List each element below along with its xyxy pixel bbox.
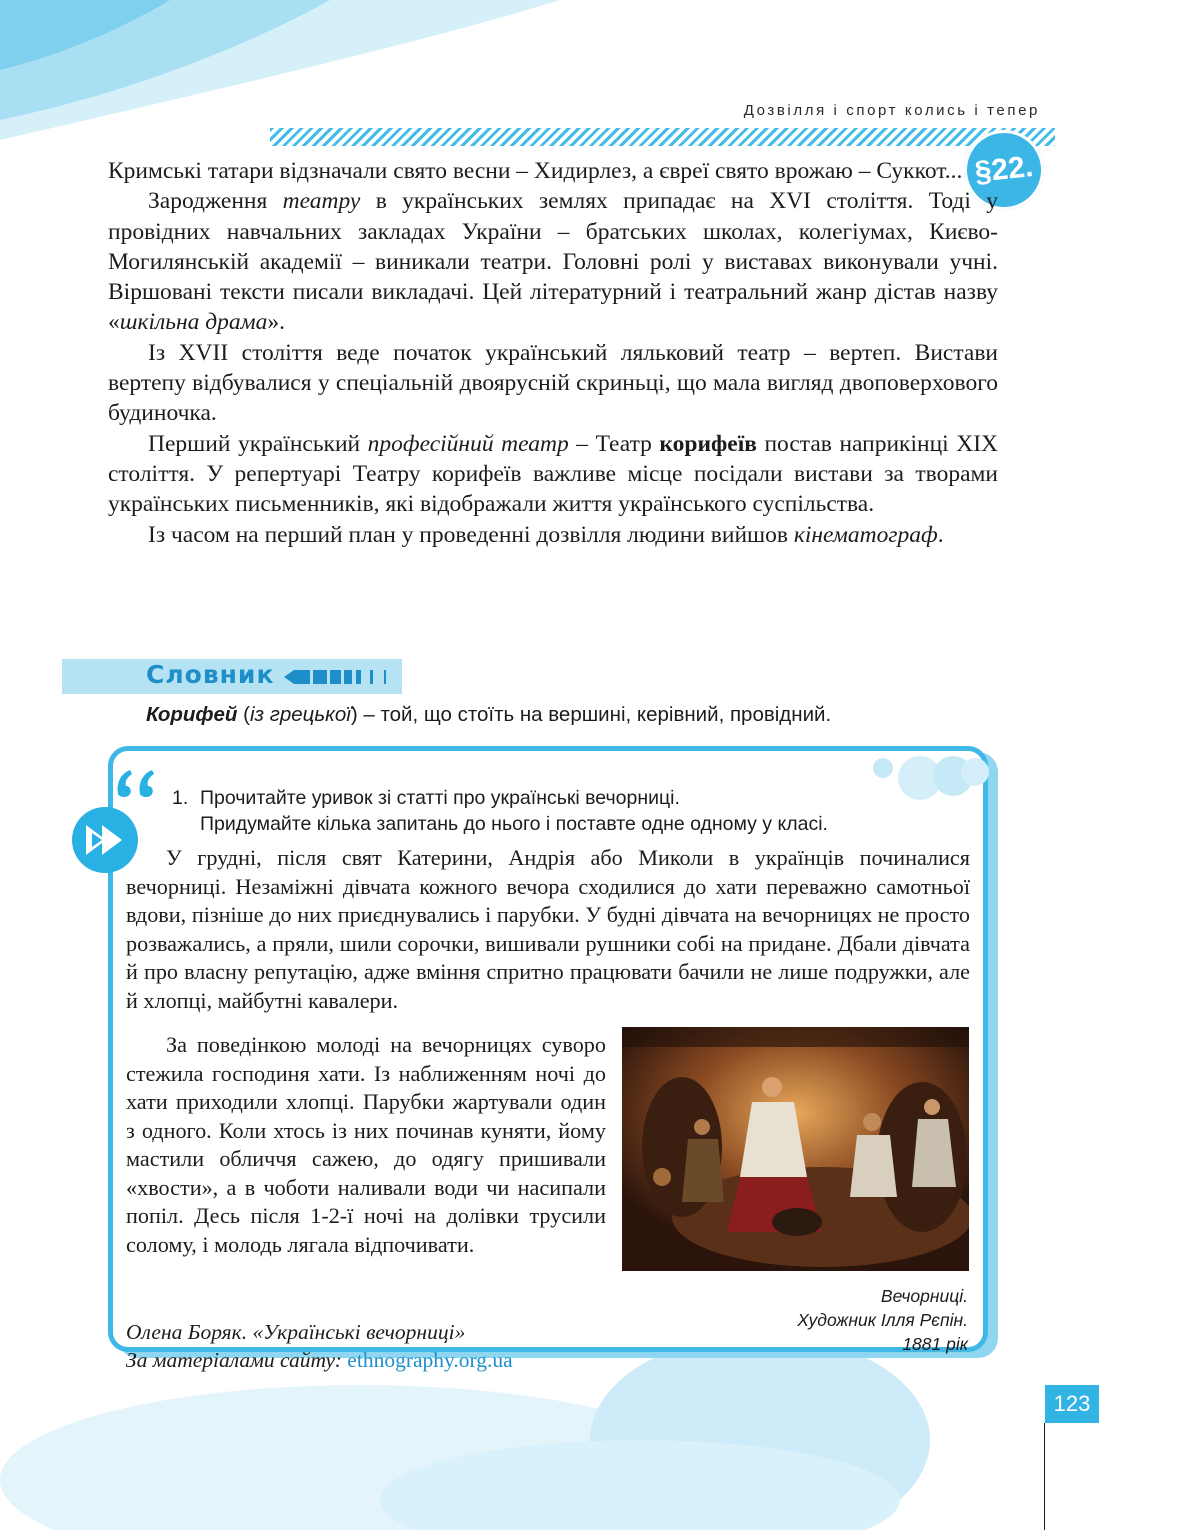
paragraph: За поведінкою молоді на вечорницях суворо стежила господиня хати. Із наближенням ночі до хати приходили хлопці. Парубки жартували один з одного. Коли хтось із них починав куняти, йому мастили обличчя сажею, до одягу пришивали «хвости», а в чоботи наливали води чи насипали попіл. Десь після 1-2-ї ночі на долівки трусили солому, і молодь лягала відпочивати.: [126, 1032, 606, 1257]
text-run: За матеріалами сайту:: [126, 1348, 348, 1372]
definition-text: – той, що стоїть на вершині, керівний, провідний.: [357, 703, 832, 726]
source-citation: [126, 1318, 513, 1374]
paragraph: У грудні, після свят Катерини, Андрія або Миколи в українців починалися вечорниці. Незаміжні дівчата кожного вечора сходилися до хати переважно самотньої вдови, пізніше до них приєднувались і парубки. У будні дівчата на вечорницях не просто розважались, а пряли, шили сорочки, вишивали рушники собі на придане. Дбали дівчата й про власну репутацію, адже вміння спритно працювати бачили не лише подружки, але й хлопці, майбутні кавалери.: [126, 845, 970, 1013]
source-link[interactable]: ethnography.org.ua: [347, 1348, 513, 1372]
task-instruction-1: Прочитайте уривок зі статті про українські вечорниці.: [200, 787, 680, 809]
text-run: Зародження: [148, 188, 283, 215]
dictionary-title: Словник: [146, 660, 275, 689]
emphasis: кінематограф: [793, 521, 938, 548]
term-origin: із грецької: [249, 703, 351, 726]
page-number: 123: [1045, 1385, 1099, 1423]
source-author: Олена Боряк. «Українські вечорниці»: [126, 1320, 466, 1344]
text-run: в українських землях припадає на XVI століття. Тоді у провідних навчальних закладах України – братських школах, колегіумах, Києво-Могилянській академії – виникали театри. Головні ролі у виставах виконували учні. Віршовані тексти писали викладачі. Цей літературний і театральний жанр дістав назву «: [108, 188, 998, 336]
text-run: (: [237, 703, 250, 726]
hatched-divider: [270, 128, 1055, 146]
caption-line: Вечорниці.: [880, 1286, 968, 1306]
story-text: [126, 844, 970, 1015]
emphasis: шкільна драма: [119, 309, 268, 336]
task-instruction-2: Придумайте кілька запитань до нього і поставте одне одному у класі.: [200, 813, 828, 835]
text-run: .: [937, 521, 944, 548]
paragraph: [108, 429, 998, 520]
task-number: 1.: [172, 787, 189, 809]
bold-term: корифеїв: [659, 430, 757, 457]
arrow-strip-icon: [284, 668, 394, 686]
caption-line: Художник Ілля Рєпін.: [797, 1310, 968, 1330]
caption-line: 1881 рік: [902, 1334, 968, 1354]
text-run: Перший український: [148, 430, 368, 457]
paragraph: [108, 520, 998, 550]
painting-caption: [797, 1284, 968, 1356]
source-site-line: [126, 1346, 513, 1374]
text-run: ): [350, 703, 358, 726]
paragraph: [108, 186, 998, 337]
section-badge: §22.: [960, 126, 1048, 214]
emphasis: професійний театр: [367, 430, 569, 457]
text-run: – Театр: [568, 430, 660, 457]
text-run: постав наприкінці XIX століття. У репертуарі Театру корифеїв важливе місце посідали вистави за творами українських письменників, які відображали життя українського суспільства.: [108, 430, 998, 518]
term: Корифей: [146, 703, 238, 726]
paragraph: Кримські татари відзначали свято весни – Хидирлез, а євреї свято врожаю – Суккот...: [108, 158, 963, 184]
quote-icon: [112, 764, 164, 804]
paragraph: Із XVII століття веде початок український ляльковий театр – вертеп. Вистави вертепу відбувалися у спеціальній двоярусній скриньці, що мала вигляд двоповерхового будиночка.: [108, 339, 998, 427]
page-rule: [1044, 1423, 1045, 1530]
dictionary-definition: [146, 703, 831, 727]
emphasis: театру: [282, 188, 361, 215]
main-text: [108, 156, 998, 550]
bubbles-decoration: [865, 750, 990, 810]
text-run: ».: [267, 309, 285, 336]
text-run: Із часом на перший план у проведенні дозвілля людини вийшов: [148, 521, 794, 548]
section-title: Дозвілля і спорт колись і тепер: [743, 102, 1040, 119]
painting-vechornytsi-image: [622, 1027, 969, 1271]
story-text-continued: [126, 1031, 606, 1259]
